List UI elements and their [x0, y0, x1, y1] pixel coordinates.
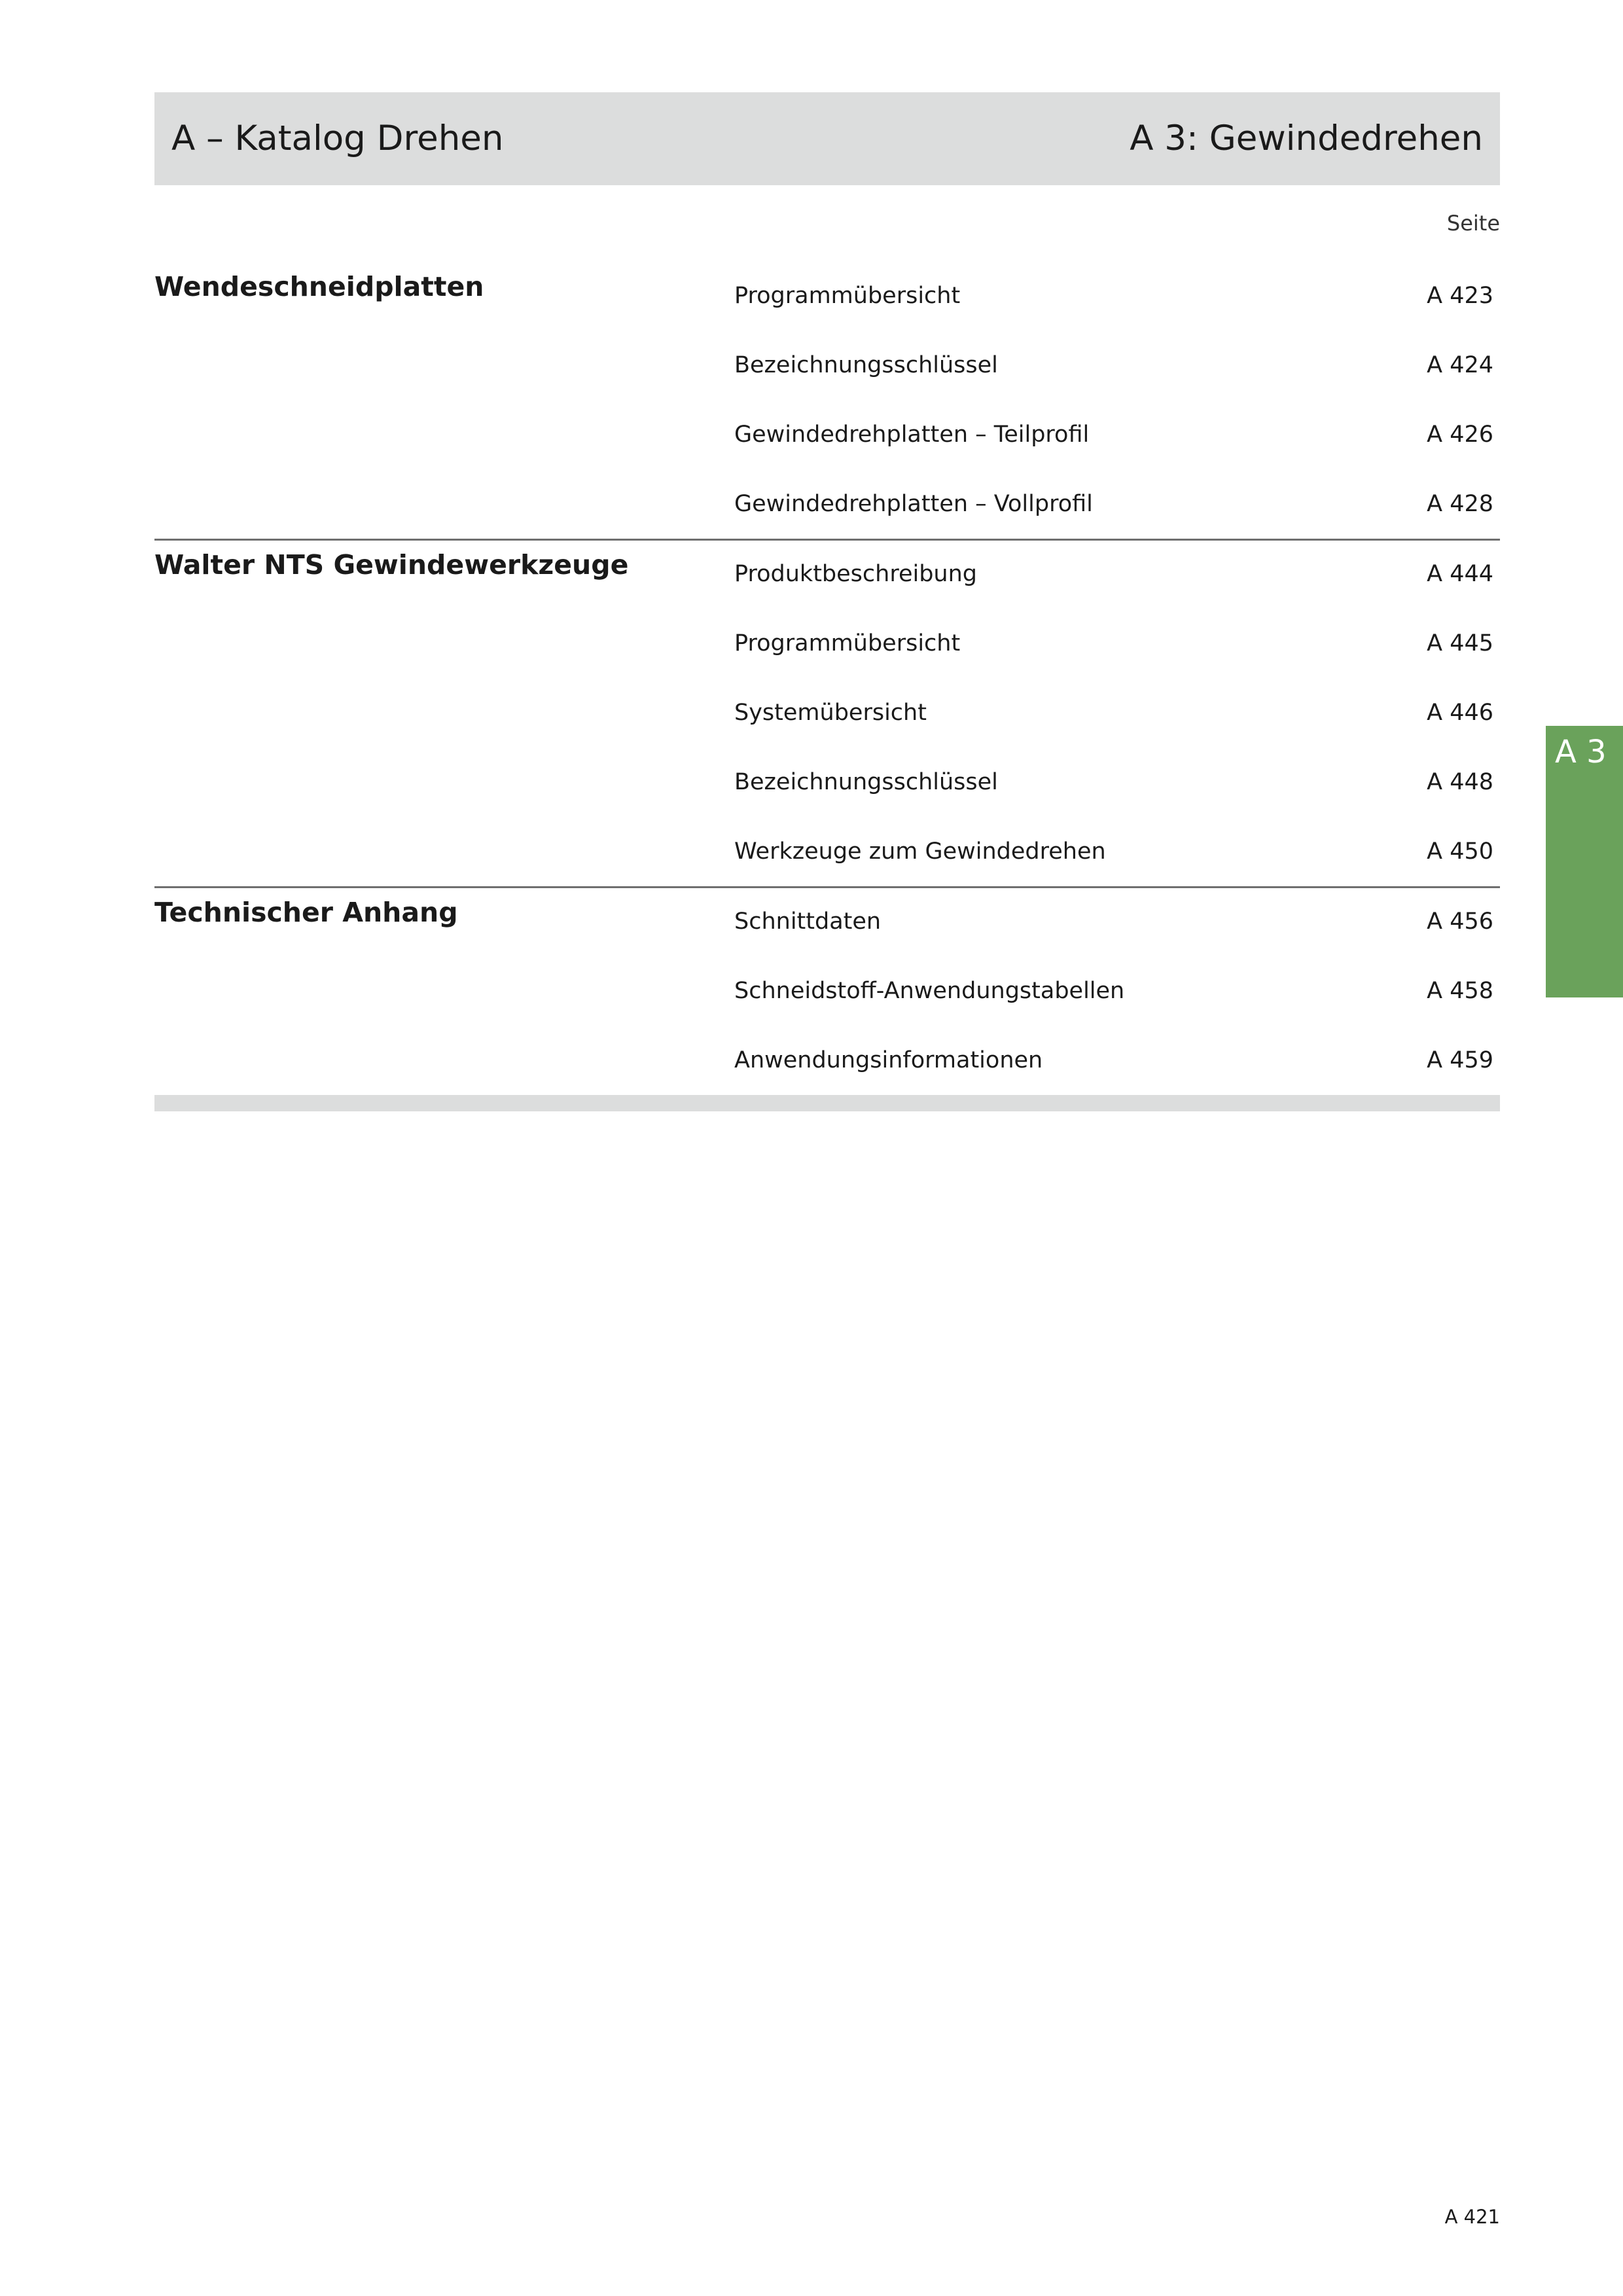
entry-page: A 428 — [1427, 491, 1493, 517]
entry-label: Gewindedrehplatten – Vollprofil — [734, 491, 1093, 517]
entry-page: A 459 — [1427, 1047, 1493, 1073]
entry-page: A 424 — [1427, 352, 1493, 378]
entry-page: A 444 — [1427, 561, 1493, 587]
header-bar — [154, 92, 1500, 185]
section-divider — [154, 539, 1500, 541]
entry-label: Anwendungsinformationen — [734, 1047, 1043, 1073]
toc-entry[interactable] — [734, 908, 1493, 948]
section-divider — [154, 886, 1500, 888]
entry-page: A 445 — [1427, 630, 1493, 656]
entry-label: Schnittdaten — [734, 908, 882, 935]
toc-entry[interactable] — [734, 491, 1493, 530]
toc-bottom-bar — [154, 1095, 1500, 1111]
toc-entry[interactable] — [734, 1047, 1493, 1086]
entry-label: Werkzeuge zum Gewindedrehen — [734, 838, 1106, 865]
catalog-title: A – Katalog Drehen — [171, 118, 504, 158]
section-title: Wendeschneidplatten — [154, 271, 484, 302]
toc-entry[interactable] — [734, 561, 1493, 600]
chapter-side-tab[interactable] — [1546, 726, 1623, 997]
toc-entry[interactable] — [734, 700, 1493, 739]
side-tab-label: A 3 — [1555, 734, 1607, 770]
toc-entry[interactable] — [734, 352, 1493, 391]
entry-page: A 458 — [1427, 978, 1493, 1004]
page-column-label: Seite — [1446, 211, 1500, 236]
toc-entry[interactable] — [734, 838, 1493, 878]
page-number: A 421 — [1444, 2206, 1500, 2228]
section-title: Technischer Anhang — [154, 897, 458, 928]
entry-page: A 426 — [1427, 422, 1493, 448]
entry-label: Produktbeschreibung — [734, 561, 978, 587]
entry-page: A 446 — [1427, 700, 1493, 726]
entry-page: A 456 — [1427, 908, 1493, 935]
toc-entry[interactable] — [734, 422, 1493, 461]
entry-page: A 448 — [1427, 769, 1493, 795]
toc-entry[interactable] — [734, 630, 1493, 670]
section-title: Walter NTS Gewindewerkzeuge — [154, 549, 629, 581]
entry-label: Programmübersicht — [734, 283, 961, 309]
toc-entry[interactable] — [734, 283, 1493, 322]
chapter-title: A 3: Gewindedrehen — [1130, 118, 1483, 158]
entry-label: Bezeichnungsschlüssel — [734, 769, 998, 795]
entry-page: A 450 — [1427, 838, 1493, 865]
entry-label: Bezeichnungsschlüssel — [734, 352, 998, 378]
entry-label: Systemübersicht — [734, 700, 927, 726]
entry-label: Gewindedrehplatten – Teilprofil — [734, 422, 1090, 448]
entry-page: A 423 — [1427, 283, 1493, 309]
toc-entry[interactable] — [734, 978, 1493, 1017]
entry-label: Schneidstoff-Anwendungstabellen — [734, 978, 1125, 1004]
toc-entry[interactable] — [734, 769, 1493, 808]
entry-label: Programmübersicht — [734, 630, 961, 656]
